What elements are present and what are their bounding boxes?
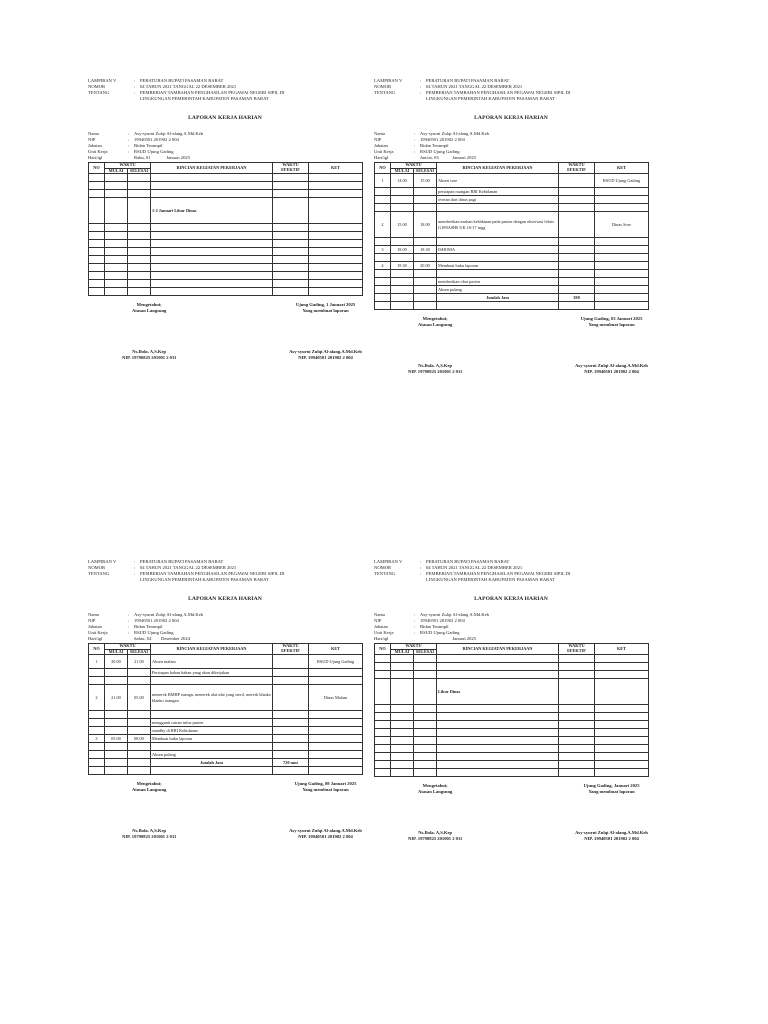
mengetahui-label: Mengetahui; xyxy=(136,781,162,787)
lampiran-value: PERATURAN BUPATI PASAMAN BARAT xyxy=(140,559,224,564)
jumlah-value: 720 mnt xyxy=(273,759,309,767)
th-mulai: MULAI xyxy=(105,168,128,174)
activity-table xyxy=(374,162,649,310)
table-row xyxy=(89,240,363,248)
nip-label: NIP xyxy=(374,617,382,623)
table-row xyxy=(89,669,363,677)
th-no: NO xyxy=(89,643,105,654)
table-row xyxy=(375,713,649,721)
hari-label: Hari/tgl xyxy=(88,154,103,160)
hari-value: Sabtu, 04 xyxy=(134,635,152,641)
jabatan-value: Bidan Terampil xyxy=(420,142,449,148)
regulation-header: LAMPIRAN V : PERATURAN BUPATI PASAMAN BARAT NOMOR : 04 TAHUN 2021 TANGGAL 22 DESEMBER 2021 TENTANG : PEMBERIAN TAMBAHAN PENGHASILAN PEGAWAI NEGERI SIPIL DI LINGKUNGAN PEMERINTAH KABUPATEN PASAMAN BARAT xyxy=(374,559,648,583)
ket-text: Dinas Malam xyxy=(309,685,363,711)
jabatan-label: Jabatan xyxy=(88,142,102,148)
end-time: 05.00 xyxy=(128,685,151,711)
table-row xyxy=(89,735,363,743)
table-row xyxy=(89,182,363,190)
table-row xyxy=(375,729,649,737)
tgl-value: Januari 2025 xyxy=(452,154,476,160)
hari-label: Hari/tgl xyxy=(374,154,389,160)
table-row xyxy=(375,761,649,769)
nama-label: Nama xyxy=(88,130,99,136)
hari-value: Jum'at, 03 xyxy=(420,154,439,160)
ket-text: RSUD Ujung Gading xyxy=(309,655,363,669)
atasan-signature xyxy=(122,781,176,839)
tentang-value: PEMBERIAN TAMBAHAN PENGHASILAN PEGAWAI NEGERI SIPIL DI xyxy=(140,90,285,96)
activity-table xyxy=(88,643,363,775)
table-row xyxy=(375,655,649,663)
jabatan-value: Bidan Terampil xyxy=(134,623,163,629)
mengetahui-label: Mengetahui; xyxy=(422,783,448,789)
hari-value: Rabu, 01 xyxy=(134,154,151,160)
end-time: 08.00 xyxy=(128,735,151,743)
activity-detail: Absen pulang xyxy=(151,751,273,759)
report-title: LAPORAN KERJA HARIAN xyxy=(188,115,262,122)
nip-value: 19940501 201902 2 004 xyxy=(134,136,179,142)
report-page-4 xyxy=(374,559,648,842)
table-row xyxy=(375,286,649,294)
table-row xyxy=(375,302,649,310)
table-row xyxy=(375,238,649,246)
report-page-3 xyxy=(88,559,362,840)
th-efektif: WAKTU EFEKTIF xyxy=(273,162,309,173)
th-ket: KET xyxy=(595,643,649,654)
date-line: Ujung Gading, Januari 2025 xyxy=(583,783,640,789)
tgl-value: Januari 2025 xyxy=(452,635,476,641)
row-no: 3 xyxy=(375,246,391,254)
regulation-header: LAMPIRAN V : PERATURAN BUPATI PASAMAN BARAT NOMOR : 04 TAHUN 2021 TANGGAL 22 DESEMBER 2021 TENTANG : PEMBERIAN TAMBAHAN PENGHASILAN PEGAWAI NEGERI SIPIL DI LINGKUNGAN PEMERINTAH KABUPATEN PASAMAN BARAT xyxy=(374,78,648,102)
unit-value: RSUD Ujung Gading xyxy=(420,629,460,635)
th-rincian: RINCIAN KEGIATAN PEKERJAAN xyxy=(151,643,273,654)
date-line: Ujung Gading, 08 Januari 2025 xyxy=(294,781,357,787)
atasan-signature xyxy=(122,302,176,360)
employee-info: Nama : Asy-syurni Zulqi Al-alang A.Md.Keb NIP : 19940501 201902 2 004 Jabatan : Bidan Terampil Unit Kerja : RSUD Ujung Gading Hari/tgl Januari 2025 xyxy=(374,612,648,642)
end-time: 18.00 xyxy=(414,212,437,238)
atasan-name: Ns.Ihda. A,S.Kep xyxy=(132,827,167,833)
table-row xyxy=(89,751,363,759)
lampiran-label: LAMPIRAN V xyxy=(374,559,403,564)
tentang-value-2: LINGKUNGAN PEMERINTAH KABUPATEN PASAMAN BARAT xyxy=(426,577,555,583)
tentang-label: TENTANG xyxy=(374,571,396,577)
th-ket: KET xyxy=(595,162,649,173)
atasan-label: Atasan Langsung xyxy=(131,787,167,793)
employee-info: Nama : Asy-syurni Zulqi Al-alang A.Md.Keb NIP : 19940501 201902 2 004 Jabatan : Bidan Terampil Unit Kerja : RSUD Ujung Gading Hari/tgl Sabtu, 04 Desember 2024 xyxy=(88,612,362,642)
pembuat-nip: NIP. 19940501 201902 2 004 xyxy=(584,368,639,374)
pembuat-signature xyxy=(289,781,362,839)
employee-info: Nama : Asy-syurni Zulqi Al-alang A.Md.Keb NIP : 19940501 201902 2 004 Jabatan : Bidan Terampil Unit Kerja : RSUD Ujung Gading Hari/tgl Jum'at, 03 Januari 2025 xyxy=(374,131,648,161)
table-row xyxy=(375,679,649,705)
start-time: 15.00 xyxy=(391,212,414,238)
table-row xyxy=(375,212,649,238)
tentang-label: TENTANG xyxy=(88,90,110,96)
lampiran-label: LAMPIRAN V xyxy=(88,78,117,83)
mengetahui-label: Mengetahui; xyxy=(422,316,448,322)
nip-label: NIP xyxy=(88,617,96,623)
hari-label: Hari/tgl xyxy=(374,635,389,641)
table-row xyxy=(375,270,649,278)
activity-detail: standby di RRI Kebidanan xyxy=(151,727,273,735)
atasan-label: Atasan Langsung xyxy=(131,308,167,314)
activity-text: persiapan ruangan RRI Kebidanan xyxy=(437,188,559,196)
table-row xyxy=(89,767,363,775)
mengetahui-label: Mengetahui; xyxy=(136,302,162,308)
table-row xyxy=(375,204,649,212)
activity-text: Membuat buku laporan xyxy=(437,262,559,270)
jabatan-label: Jabatan xyxy=(374,623,388,629)
table-row xyxy=(89,759,363,767)
nama-label: Nama xyxy=(88,611,99,617)
table-row xyxy=(89,280,363,288)
table-row xyxy=(89,288,363,296)
libur-label: 1-2 Januari Libur Dinas xyxy=(151,198,273,224)
pembuat-nip: NIP. 19940501 201902 2 004 xyxy=(298,354,353,360)
row-no: 3 xyxy=(89,735,105,743)
th-rincian: RINCIAN KEGIATAN PEKERJAAN xyxy=(151,162,273,173)
atasan-signature xyxy=(408,316,462,374)
th-selesai: SELESAI xyxy=(128,168,151,174)
activity-text: Membuat buku laporan xyxy=(151,735,273,743)
start-time: 21.00 xyxy=(105,685,128,711)
th-mulai: MULAI xyxy=(105,649,128,655)
tentang-value-2: LINGKUNGAN PEMERINTAH KABUPATEN PASAMAN BARAT xyxy=(140,577,269,583)
table-row xyxy=(89,190,363,198)
th-efektif: WAKTU EFEKTIF xyxy=(559,162,595,173)
nip-label: NIP xyxy=(88,136,96,142)
nama-value: Asy-syurni Zulqi Al-alang A.Md.Keb xyxy=(134,130,204,136)
nama-value: Asy-syurni Zulqi Al-alang A.Md.Keb xyxy=(134,611,204,617)
report-title: LAPORAN KERJA HARIAN xyxy=(474,596,548,603)
activity-table xyxy=(88,162,363,296)
tentang-value: PEMBERIAN TAMBAHAN PENGHASILAN PEGAWAI NEGERI SIPIL DI xyxy=(140,571,285,577)
unit-value: RSUD Ujung Gading xyxy=(134,629,174,635)
th-selesai: SELESAI xyxy=(128,649,151,655)
unit-label: Unit Kerja xyxy=(88,629,108,635)
nip-value: 19940501 201902 2 004 xyxy=(420,136,465,142)
pembuat-name: Asy-syurni Zulqi Al-alang.A.Md.Keb xyxy=(575,829,648,835)
th-selesai: SELESAI xyxy=(414,649,437,655)
nomor-label: NOMOR xyxy=(88,84,106,90)
row-no: 2 xyxy=(375,212,391,238)
table-row xyxy=(375,174,649,188)
signature-block xyxy=(374,783,648,841)
start-time: 20.00 xyxy=(105,655,128,669)
table-row xyxy=(89,174,363,182)
start-time: 14.00 xyxy=(391,174,414,188)
atasan-nip: NIP. 19790825 201001 2 011 xyxy=(408,368,463,374)
activity-text: memberikan asuhan kebidanan pada pasien dengan observasi febris G1P0A0H0 UK 16-17 mgg xyxy=(437,212,559,238)
ket-text: Dinas Sore xyxy=(595,212,649,238)
ket-text: RSUD Ujung Gading xyxy=(595,174,649,188)
pembuat-signature xyxy=(575,783,648,841)
nomor-value: 04 TAHUN 2021 TANGGAL 22 DESEMBER 2021 xyxy=(426,565,523,571)
activity-text: overan dari dinas pagi xyxy=(437,196,559,204)
nomor-label: NOMOR xyxy=(88,565,106,571)
th-rincian: RINCIAN KEGIATAN PEKERJAAN xyxy=(437,643,559,654)
table-row xyxy=(89,655,363,669)
jumlah-label: Jumlah Jam xyxy=(151,759,273,767)
unit-value: RSUD Ujung Gading xyxy=(134,148,174,154)
pembuat-nip: NIP. 19940501 201902 2 004 xyxy=(298,833,353,839)
table-row xyxy=(89,272,363,280)
pembuat-name: Asy-syurni Zulqi Al-alang.A.Md.Keb xyxy=(289,348,362,354)
table-row xyxy=(375,769,649,777)
lampiran-label: LAMPIRAN V xyxy=(88,559,117,564)
table-row xyxy=(375,737,649,745)
ket-text xyxy=(309,735,363,743)
nip-value: 19940501 201902 2 004 xyxy=(420,617,465,623)
table-row xyxy=(375,721,649,729)
nomor-label: NOMOR xyxy=(374,84,392,90)
table-row xyxy=(89,248,363,256)
activity-detail: Absen pulang xyxy=(437,286,559,294)
tgl-value: Januari 2025 xyxy=(166,154,190,160)
nomor-value: 04 TAHUN 2021 TANGGAL 22 DESEMBER 2021 xyxy=(140,565,237,571)
unit-value: RSUD Ujung Gading xyxy=(420,148,460,154)
table-body xyxy=(375,655,649,777)
pembuat-label: Yang membuat laporan xyxy=(302,787,349,793)
report-title: LAPORAN KERJA HARIAN xyxy=(474,115,548,122)
jabatan-value: Bidan Terampil xyxy=(420,623,449,629)
table-row xyxy=(375,705,649,713)
pembuat-signature xyxy=(575,316,648,374)
tentang-value-2: LINGKUNGAN PEMERINTAH KABUPATEN PASAMAN BARAT xyxy=(140,96,269,102)
pembuat-signature xyxy=(289,302,362,360)
nama-label: Nama xyxy=(374,611,385,617)
table-row xyxy=(89,232,363,240)
table-row xyxy=(375,246,649,254)
atasan-nip: NIP. 19790825 201001 2 011 xyxy=(408,835,463,841)
lampiran-value: PERATURAN BUPATI PASAMAN BARAT xyxy=(140,78,224,83)
table-row xyxy=(375,753,649,761)
tentang-value: PEMBERIAN TAMBAHAN PENGHASILAN PEGAWAI NEGERI SIPIL DI xyxy=(426,571,571,577)
th-ket: KET xyxy=(309,643,363,654)
jumlah-label: Jumlah Jam xyxy=(437,294,559,302)
unit-label: Unit Kerja xyxy=(374,629,394,635)
atasan-signature xyxy=(408,783,462,841)
pembuat-label: Yang membuat laporan xyxy=(302,308,349,314)
activity-text: Absen sore xyxy=(437,174,559,188)
signature-block xyxy=(88,302,362,360)
table-row xyxy=(89,743,363,751)
jabatan-value: Bidan Terampil xyxy=(134,142,163,148)
th-no: NO xyxy=(375,162,391,173)
th-waktu: WAKTU xyxy=(105,162,151,168)
lampiran-value: PERATURAN BUPATI PASAMAN BARAT xyxy=(426,78,510,83)
nama-value: Asy-syurni Zulqi Al-alang A.Md.Keb xyxy=(420,130,490,136)
jabatan-label: Jabatan xyxy=(88,623,102,629)
report-page-2 xyxy=(374,78,648,375)
table-row xyxy=(375,278,649,286)
jumlah-value: 390 xyxy=(559,294,595,302)
nip-label: NIP xyxy=(374,136,382,142)
row-no: 1 xyxy=(375,174,391,188)
start-time: 18.00 xyxy=(391,246,414,254)
table-row xyxy=(89,256,363,264)
atasan-label: Atasan Langsung xyxy=(417,322,453,328)
activity-text: menerek BMHP ruangn, menerek alat-alat yang steril, mererk blanko blanko ruangan xyxy=(151,685,273,711)
unit-label: Unit Kerja xyxy=(374,148,394,154)
libur-label: Libur Dinas xyxy=(437,679,559,705)
regulation-header: LAMPIRAN V : PERATURAN BUPATI PASAMAN BARAT NOMOR : 04 TAHUN 2021 TANGGAL 22 DESEMBER 2021 TENTANG : PEMBERIAN TAMBAHAN PENGHASILAN PEGAWAI NEGERI SIPIL DI LINGKUNGAN PEMERINTAH KABUPATEN PASAMAN BARAT xyxy=(88,559,362,583)
nomor-value: 04 TAHUN 2021 TANGGAL 22 DESEMBER 2021 xyxy=(140,84,237,90)
tentang-label: TENTANG xyxy=(374,90,396,96)
atasan-name: Ns.Ihda. A,S.Kep xyxy=(132,348,167,354)
row-no: 4 xyxy=(375,262,391,270)
nomor-label: NOMOR xyxy=(374,565,392,571)
table-row xyxy=(89,677,363,685)
th-efektif: WAKTU EFEKTIF xyxy=(559,643,595,654)
activity-text: Absen malam xyxy=(151,655,273,669)
end-time: 21.00 xyxy=(128,655,151,669)
atasan-nip: NIP. 19790825 201001 2 011 xyxy=(122,354,177,360)
tentang-value: PEMBERIAN TAMBAHAN PENGHASILAN PEGAWAI NEGERI SIPIL DI xyxy=(426,90,571,96)
end-time: 20.00 xyxy=(414,262,437,270)
table-row xyxy=(89,711,363,719)
activity-text: ISHOMA xyxy=(437,246,559,254)
nip-value: 19940501 201902 2 004 xyxy=(134,617,179,623)
employee-info: Nama : Asy-syurni Zulqi Al-alang A.Md.Keb NIP : 19940501 201902 2 004 Jabatan : Bidan Terampil Unit Kerja : RSUD Ujung Gading Hari/tgl Rabu, 01 Januari 2025 xyxy=(88,131,362,161)
pembuat-nip: NIP. 19940501 201902 2 004 xyxy=(584,835,639,841)
lampiran-value: PERATURAN BUPATI PASAMAN BARAT xyxy=(426,559,510,564)
signature-block xyxy=(88,781,362,839)
nama-label: Nama xyxy=(374,130,385,136)
th-waktu: WAKTU xyxy=(105,643,151,649)
table-row xyxy=(375,671,649,679)
pembuat-name: Asy-syurni Zulqi Al-alang.A.Md.Keb xyxy=(289,827,362,833)
date-line: Ujung Gading, 03 Januari 2025 xyxy=(580,316,643,322)
atasan-nip: NIP. 19790825 201001 2 011 xyxy=(122,833,177,839)
date-line: Ujung Gading, 1 Januari 2025 xyxy=(295,302,356,308)
pembuat-label: Yang membuat laporan xyxy=(588,789,635,795)
signature-block xyxy=(374,316,648,374)
atasan-name: Ns.Ihda. A,S.Kep xyxy=(418,829,453,835)
table-row xyxy=(89,685,363,711)
activity-text: Persiapan bahan bahan yang akan dikerjakan xyxy=(151,669,273,677)
pembuat-label: Yang membuat laporan xyxy=(588,322,635,328)
tentang-label: TENTANG xyxy=(88,571,110,577)
row-no: 2 xyxy=(89,685,105,711)
th-mulai: MULAI xyxy=(391,649,414,655)
hari-label: Hari/tgl xyxy=(88,635,103,641)
table-body xyxy=(89,655,363,775)
th-waktu: WAKTU xyxy=(391,643,437,649)
jabatan-label: Jabatan xyxy=(374,142,388,148)
end-time: 18.30 xyxy=(414,246,437,254)
th-rincian: RINCIAN KEGIATAN PEKERJAAN xyxy=(437,162,559,173)
ket-text xyxy=(595,246,649,254)
nama-value: Asy-syurni Zulqi Al-alang A.Md.Keb xyxy=(420,611,490,617)
atasan-name: Ns.Ihda. A,S.Kep xyxy=(418,362,453,368)
th-selesai: SELESAI xyxy=(414,168,437,174)
tentang-value-2: LINGKUNGAN PEMERINTAH KABUPATEN PASAMAN BARAT xyxy=(426,96,555,102)
table-row xyxy=(89,198,363,224)
th-ket: KET xyxy=(309,162,363,173)
th-mulai: MULAI xyxy=(391,168,414,174)
table-row xyxy=(89,719,363,727)
start-time: 05.00 xyxy=(105,735,128,743)
start-time: 18.30 xyxy=(391,262,414,270)
row-no: 1 xyxy=(89,655,105,669)
activity-detail: mengganti cairan infus pasien xyxy=(151,719,273,727)
regulation-header: LAMPIRAN V : PERATURAN BUPATI PASAMAN BARAT NOMOR : 04 TAHUN 2021 TANGGAL 22 DESEMBER 2021 TENTANG : PEMBERIAN TAMBAHAN PENGHASILAN PEGAWAI NEGERI SIPIL DI LINGKUNGAN PEMERINTAH KABUPATEN PASAMAN BARAT xyxy=(88,78,362,102)
end-time: 15.00 xyxy=(414,174,437,188)
table-row xyxy=(375,663,649,671)
nomor-value: 04 TAHUN 2021 TANGGAL 22 DESEMBER 2021 xyxy=(426,84,523,90)
activity-table xyxy=(374,643,649,777)
unit-label: Unit Kerja xyxy=(88,148,108,154)
table-row xyxy=(375,254,649,262)
table-row xyxy=(89,264,363,272)
ket-text xyxy=(595,262,649,270)
table-row xyxy=(89,224,363,232)
th-no: NO xyxy=(375,643,391,654)
th-efektif: WAKTU EFEKTIF xyxy=(273,643,309,654)
activity-detail: memberikan obat pasien xyxy=(437,278,559,286)
report-page-1 xyxy=(88,78,362,361)
table-row xyxy=(375,188,649,196)
table-row xyxy=(375,745,649,753)
table-body xyxy=(89,174,363,296)
th-no: NO xyxy=(89,162,105,173)
th-waktu: WAKTU xyxy=(391,162,437,168)
tgl-value: Desember 2024 xyxy=(161,635,190,641)
table-body xyxy=(375,174,649,310)
report-title: LAPORAN KERJA HARIAN xyxy=(188,596,262,603)
pembuat-name: Asy-syurni Zulqi Al-alang.A.Md.Keb xyxy=(575,362,648,368)
table-row xyxy=(375,294,649,302)
atasan-label: Atasan Langsung xyxy=(417,789,453,795)
table-row xyxy=(89,727,363,735)
lampiran-label: LAMPIRAN V xyxy=(374,78,403,83)
table-row xyxy=(375,196,649,204)
table-row xyxy=(375,262,649,270)
